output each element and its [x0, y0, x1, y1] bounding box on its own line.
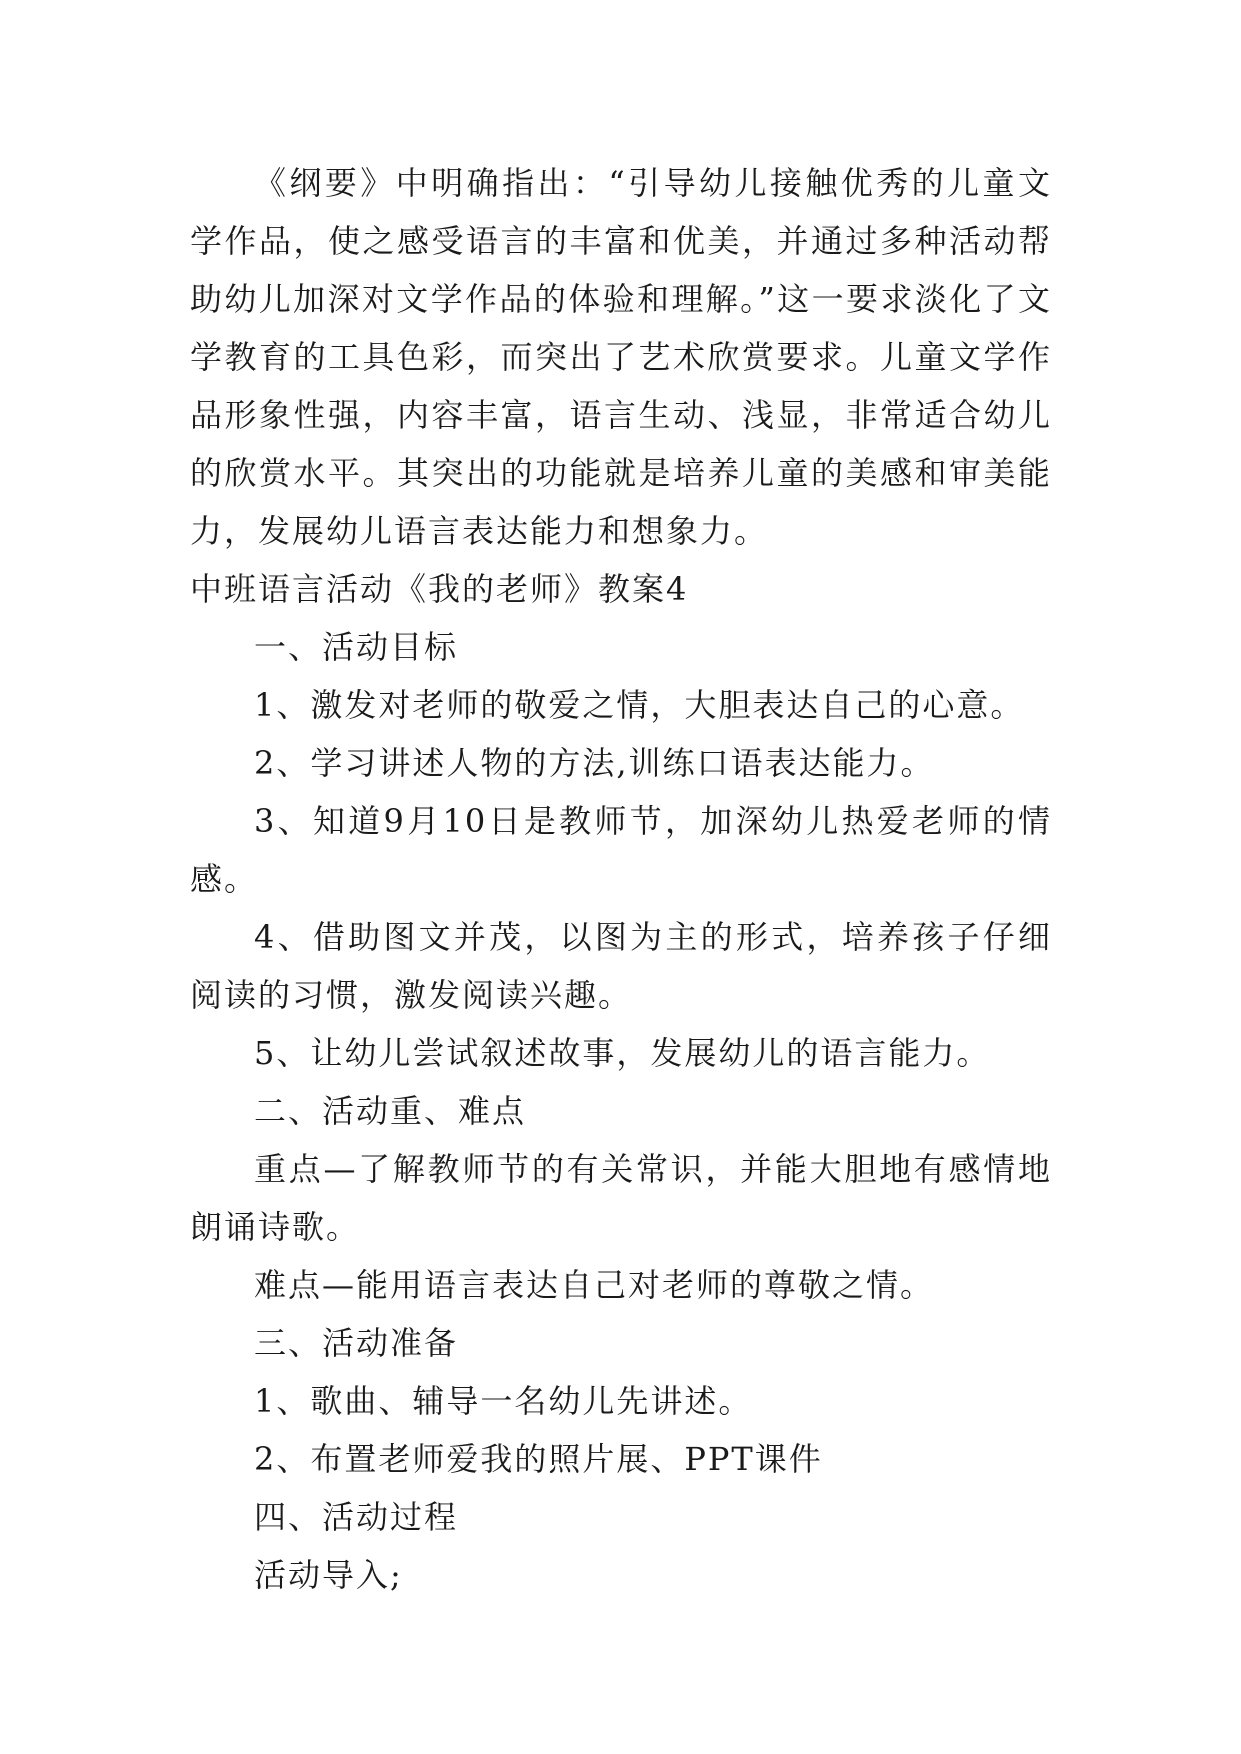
process-intro: 活动导入;: [254, 1556, 403, 1594]
goal-item-2: 2、学习讲述人物的方法,训练口语表达能力。: [254, 744, 935, 782]
section-heading-process: 四、活动过程: [254, 1498, 459, 1536]
goal-item-5: 5、让幼儿尝试叙述故事，发展幼儿的语言能力。: [254, 1034, 991, 1072]
lesson-plan-title: 中班语言活动《我的老师》教案4: [190, 570, 689, 608]
goal-item-3: 3、知道9月10日是教师节，加深幼儿热爱老师的情感。: [190, 802, 1052, 898]
preparation-item-1: 1、歌曲、辅导一名幼儿先讲述。: [254, 1382, 753, 1420]
document-body: [190, 154, 1052, 1604]
intro-paragraph: 《纲要》中明确指出：“引导幼儿接触优秀的儿童文学作品，使之感受语言的丰富和优美，并通过多种活动帮助幼儿加深对文学作品的体验和理解。”这一要求淡化了文学教育的工具色彩，而突出了艺术欣赏要求。儿童文学作品形象性强，内容丰富，语言生动、浅显，非常适合幼儿的欣赏水平。其突出的功能就是培养儿童的美感和审美能力，发展幼儿语言表达能力和想象力。: [190, 164, 1052, 550]
section-heading-goals: 一、活动目标: [254, 628, 459, 666]
section-heading-preparation: 三、活动准备: [254, 1324, 459, 1362]
difficult-point: 难点—能用语言表达自己对老师的尊敬之情。: [254, 1266, 935, 1304]
preparation-item-2: 2、布置老师爱我的照片展、PPT课件: [254, 1440, 823, 1478]
key-point: 重点—了解教师节的有关常识，并能大胆地有感情地朗诵诗歌。: [190, 1150, 1052, 1246]
section-heading-key-points: 二、活动重、难点: [254, 1092, 527, 1130]
goal-item-1: 1、激发对老师的敬爱之情，大胆表达自己的心意。: [254, 686, 1025, 724]
goal-item-4: 4、借助图文并茂，以图为主的形式，培养孩子仔细阅读的习惯，激发阅读兴趣。: [190, 918, 1052, 1014]
